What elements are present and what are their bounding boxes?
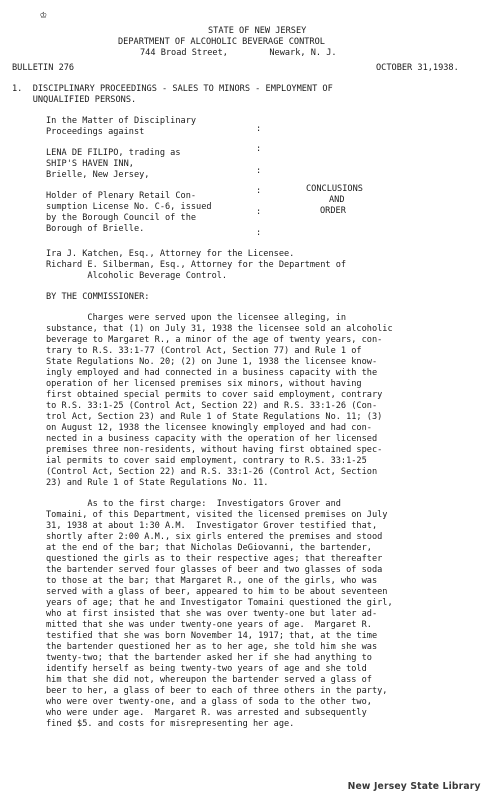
paragraph-line: at the end of the bar; that Nicholas DeGiovanni, the bartender,	[46, 543, 372, 553]
paragraph-line: operation of her licensed premises six minors, without having	[46, 379, 362, 389]
caption-colon: :	[256, 207, 262, 217]
paragraph-line: nected in a business capacity with the operation of her licensed	[46, 434, 378, 444]
paragraph-line: trary to R.S. 33:1-77 (Control Act, Section 77) and Rule 1 of	[46, 346, 362, 356]
and-label: AND	[329, 195, 345, 205]
paragraph-line: the bartender questioned her as to her age, she told him she was	[46, 642, 378, 652]
paragraph-line: trol Act, Section 23) and Rule 1 of State Regulations No. 11; (3)	[46, 412, 383, 422]
paragraph-line: to those at the bar; that Margaret R., one of the girls, who was	[46, 576, 378, 586]
caption-line: Brielle, New Jersey,	[46, 170, 150, 180]
attorney-licensee: Ira J. Katchen, Esq., Attorney for the Licensee.	[46, 249, 295, 259]
caption-colon: :	[256, 228, 262, 238]
paragraph-line: Charges were served upon the licensee alleging, in	[46, 313, 347, 323]
caption-line: by the Borough Council of the	[46, 213, 197, 223]
caption-colon: :	[256, 166, 262, 176]
state-seal-mark: ♔	[40, 8, 47, 21]
caption-line: Holder of Plenary Retail Con-	[46, 191, 197, 201]
paragraph-line: Tomaini, of this Department, visited the licensed premises on July	[46, 510, 388, 520]
paragraph-line: identify herself as being twenty-two years of age and she told	[46, 664, 367, 674]
library-stamp: New Jersey State Library	[347, 781, 481, 792]
paragraph-line: 23) and Rule 1 of State Regulations No. 11.	[46, 478, 269, 488]
caption-colon: :	[256, 186, 262, 196]
paragraph-line: who at first insisted that she was over twenty-one but later ad-	[46, 609, 378, 619]
paragraph-line: beverage to Margaret R., a minor of the age of twenty years, con-	[46, 335, 383, 345]
attorney-department-cont: Alcoholic Beverage Control.	[46, 271, 228, 281]
order-label: ORDER	[320, 206, 346, 216]
attorney-department: Richard E. Silberman, Esq., Attorney for the Department of	[46, 260, 347, 270]
paragraph-line: who were over twenty-one, and a glass of soda to the other two,	[46, 697, 372, 707]
paragraph-line: first obtained special permits to cover said employment, contrary	[46, 390, 383, 400]
caption-line: LENA DE FILIPO, trading as	[46, 148, 181, 158]
paragraph-line: twenty-two; that the bartender asked her if she had anything to	[46, 653, 372, 663]
caption-colon: :	[256, 144, 262, 154]
by-the-commissioner: BY THE COMMISSIONER:	[46, 292, 150, 302]
paragraph-line: As to the first charge: Investigators Grover and	[46, 499, 341, 509]
paragraph-line: questioned the girls as to their respective ages; that thereafter	[46, 554, 383, 564]
caption-colon: :	[256, 124, 262, 134]
paragraph-line: him that she did not, whereupon the bartender served a glass of	[46, 675, 372, 685]
header-address: 744 Broad Street, Newark, N. J.	[140, 48, 337, 58]
paragraph-line: testified that she was born November 14, 1917; that, at the time	[46, 631, 378, 641]
paragraph-line: substance, that (1) on July 31, 1938 the licensee sold an alcoholic	[46, 324, 393, 334]
bulletin-number: BULLETIN 276	[12, 63, 75, 73]
section-title-cont: UNQUALIFIED PERSONS.	[12, 95, 137, 105]
paragraph-line: beer to her, a glass of beer to each of three others in the party,	[46, 686, 388, 696]
paragraph-line: State Regulations No. 20; (2) on June 1, 1938 the licensee know-	[46, 357, 378, 367]
section-title: 1. DISCIPLINARY PROCEEDINGS - SALES TO MINORS - EMPLOYMENT OF	[12, 84, 333, 94]
header-state: STATE OF NEW JERSEY	[208, 26, 307, 36]
caption-line: In the Matter of Disciplinary	[46, 116, 197, 126]
paragraph-line: who were under age. Margaret R. was arrested and subsequently	[46, 708, 367, 718]
caption-line: SHIP'S HAVEN INN,	[46, 159, 134, 169]
caption-line: Borough of Brielle.	[46, 224, 145, 234]
bulletin-date: OCTOBER 31,1938.	[376, 63, 459, 73]
conclusions-label: CONCLUSIONS	[306, 184, 363, 194]
paragraph-line: 31, 1938 at about 1:30 A.M. Investigator Grover testified that,	[46, 521, 378, 531]
paragraph-line: on August 12, 1938 the licensee knowingly employed and had con-	[46, 423, 372, 433]
caption-line: Proceedings against	[46, 127, 145, 137]
caption-line: sumption License No. C-6, issued	[46, 202, 212, 212]
paragraph-line: to R.S. 33:1-25 (Control Act, Section 22) and R.S. 33:1-26 (Con-	[46, 401, 378, 411]
paragraph-line: premises three non-residents, without having first obtained spec-	[46, 445, 383, 455]
paragraph-line: ingly employed and had connected in a business capacity with the	[46, 368, 378, 378]
paragraph-line: mitted that she was under twenty-one years of age. Margaret R.	[46, 620, 372, 630]
paragraph-line: ial permits to cover said employment, contrary to R.S. 33:1-25	[46, 456, 367, 466]
paragraph-line: years of age; that he and Investigator Tomaini questioned the girl,	[46, 598, 393, 608]
paragraph-line: served with a glass of beer, appeared to him to be about seventeen	[46, 587, 388, 597]
paragraph-line: shortly after 2:00 A.M., six girls entered the premises and stood	[46, 532, 383, 542]
paragraph-line: fined $5. and costs for misrepresenting her age.	[46, 719, 295, 729]
paragraph-line: (Control Act, Section 22) and R.S. 33:1-26 (Control Act, Section	[46, 467, 378, 477]
paragraph-line: the bartender served four glasses of beer and two glasses of soda	[46, 565, 383, 575]
header-department: DEPARTMENT OF ALCOHOLIC BEVERAGE CONTROL	[118, 37, 325, 47]
